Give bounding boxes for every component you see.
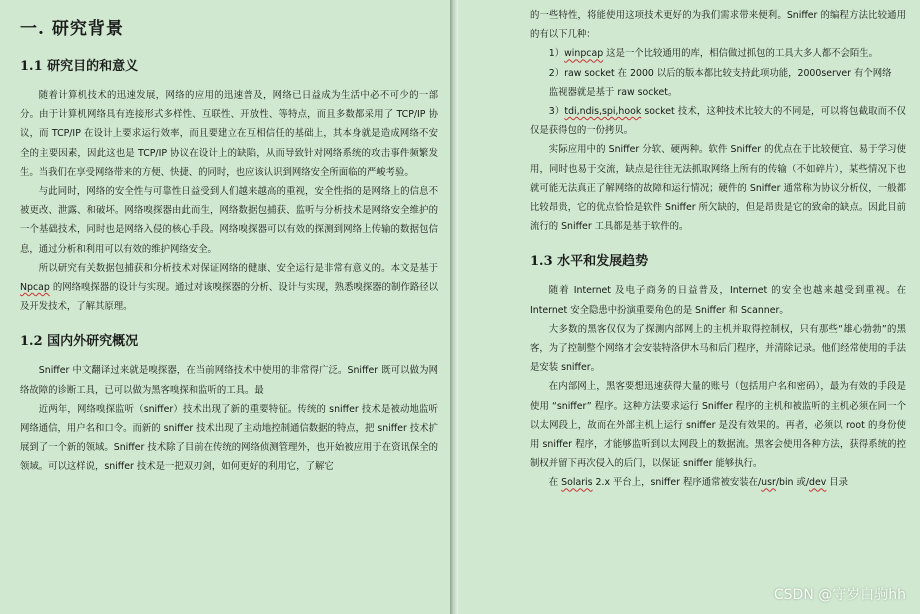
text-run: 所以研究有关数据包捕获和分析技术对保证网络的健康、安全运行是非常有意义的。本文是基于 (38, 262, 438, 274)
section-1-3-heading: 1.3 水平和发展趋势 (530, 254, 649, 270)
list-item: 监视器就是基于 raw socket。 (548, 86, 678, 98)
text-run: 这是一个比较通用的库，相信做过抓包的工具大多人都不会陌生。 (603, 48, 879, 60)
text-run: 目录 (826, 477, 849, 489)
text-run: 1） (548, 48, 565, 60)
spellcheck-mark: dev (809, 477, 827, 489)
text-run: 3） (548, 106, 565, 118)
text-run: 在 (548, 477, 562, 489)
chapter-title: 一. 研究背景 (20, 19, 124, 39)
paragraph: 随着 Internet 及电子商务的日益普及，Internet 的安全也越来越受到重视。在 Internet 安全隐患中扮演重要角色的是 Sniffer 和 Scanner。 (530, 285, 906, 316)
spellcheck-mark: Solaris (561, 477, 593, 489)
paragraph (20, 259, 438, 317)
list-item (530, 44, 906, 63)
paragraph: 的一些特性，将能使用这项技术更好的为我们需求带来便利。Sniffer 的编程方法比较通用的有以下几种： (530, 10, 906, 41)
csdn-watermark: CSDN @守岁白驹hh (773, 587, 906, 603)
spellcheck-mark: winpcap (564, 48, 604, 60)
right-page (458, 0, 920, 614)
section-1-2-heading: 1.2 国内外研究概况 (20, 334, 139, 350)
paragraph: 与此同时，网络的安全性与可靠性日益受到人们越来越高的重视，安全性指的是网络上的信息不被更改、泄露、和破坏。网络嗅探器由此而生，网络数据包捕获、监听与分析技术是网络安全维护的一个基础技术，同时也是网络入侵的核心手段。网络嗅探器可以有效的探测到网络上传输的数据包信息，通过分析和利用可以有效的维护网络安全。 (20, 186, 438, 255)
paragraph: Sniffer 中文翻译过来就是嗅探器，在当前网络技术中使用的非常得广泛。Sniffer 既可以做为网络故障的诊断工具，已可以做为黑客嗅探和监听的工具。最 (20, 365, 438, 396)
list-item: 2）raw socket 在 2000 以后的版本都比较支持此项功能，2000server 有个网络 (548, 67, 892, 79)
paragraph: 实际应用中的 Sniffer 分软、硬两种。软件 Sniffer 的优点在于比较便宜、易于学习使用，同时也易于交流，缺点是往往无法抓取网络上所有的传输（不如碎片），某些情况下也就可能无法真正了解网络的故障和运行情况；硬件的 Sniffer 通常称为协议分析仪，一般都比较昂贵，它的优点恰恰是软件 Sniffer 所欠缺的，但是昂贵是它的致命的缺点。因此目前流行的 Sniffer 工具都是基于软件的。 (530, 144, 906, 233)
text-run: 2.x 平台上，sniffer 程序通常被安装在/ (592, 477, 762, 489)
text-run: socket 技术，这种技术比较大的不同是，可以将包截取而不仅仅是获得包的一份拷贝。 (530, 106, 906, 137)
spellcheck-mark: usr (761, 477, 776, 489)
text-run: 的网络嗅探器的设计与实现。通过对该嗅探器的分析、设计与实现，熟悉嗅探器的制作路径以及开发技术，了解其原理。 (20, 282, 438, 313)
page-gutter (450, 0, 458, 614)
paragraph: 在内部网上，黑客要想迅速获得大量的账号（包括用户名和密码），最为有效的手段是使用 “sniffer” 程序。这种方法要求运行 Sniffer 程序的主机和被监听的主机必须在同一个以太网段上，故而在外部主机上运行 sniffer 是没有效果的。再者，必须以 root 的身份使用 sniffer 程序，才能够监听到以太网段上的数据流。黑客会使用各种方法，获得系统的控制权并留下再次侵入的后门，以保证 sniffer 能够执行。 (530, 381, 906, 470)
paragraph: 随着计算机技术的迅速发展，网络的应用的迅速普及，网络已日益成为生活中必不可少的一部分。由于计算机网络具有连接形式多样性、互联性、开放性、等特点，而且多数都采用了 TCP/IP 协议，而 TCP/IP 在设计上要求运行效率，而且要建立在互相信任的基础上，其本身就是造成网络不安全的主要因素，因此这也是 TCP/IP 协议在设计上的缺陷，从而导致针对网络系统的攻击事件频繁发生。当我们在享受网络带来的方便、快捷、的同时，也应该认识到网络安全所面临的严峻考验。 (20, 90, 438, 178)
paragraph: 近两年，网络嗅探监听（sniffer）技术出现了新的重要特征。传统的 sniffer 技术是被动地监听网络通信，用户名和口令。而新的 sniffer 技术出现了主动地控制通信数据的特点，把 sniffer 技术扩展到了一个新的领域。Sniffer 技术除了目前在传统的网络侦测管理外，也开始被应用于在资讯保全的领域。可以这样说，sniffer 技术是一把双刃剑，如何更好的利用它，了解它 (20, 403, 438, 473)
paragraph (530, 473, 906, 492)
text-run: /bin 或/ (775, 477, 810, 489)
spellcheck-mark: tdi,ndis,spi,hook (564, 106, 642, 118)
section-1-1-heading: 1.1 研究目的和意义 (20, 59, 139, 74)
spellcheck-mark: Npcap (20, 282, 50, 294)
paragraph: 大多数的黑客仅仅为了探测内部网上的主机并取得控制权，只有那些“雄心勃勃”的黑客，为了控制整个网络才会安装特洛伊木马和后门程序，并清除记录。他们经常使用的手法是安装 sniffer。 (530, 323, 906, 374)
left-page (0, 0, 450, 614)
list-item (530, 102, 906, 140)
